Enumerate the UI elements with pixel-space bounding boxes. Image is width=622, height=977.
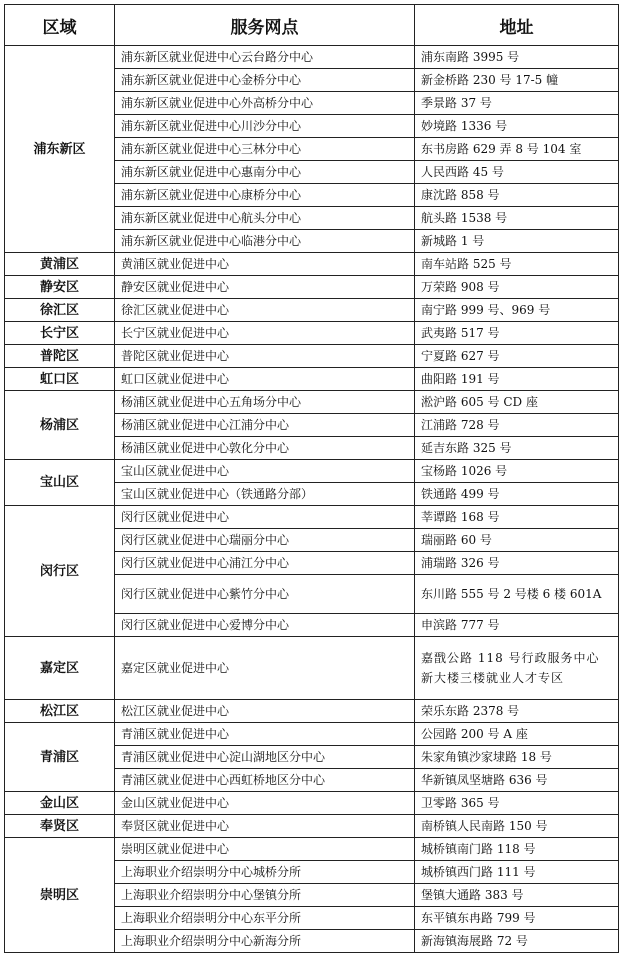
- service-site-cell: 闵行区就业促进中心: [115, 506, 415, 529]
- district-cell: 松江区: [5, 700, 115, 723]
- district-cell: 杨浦区: [5, 391, 115, 460]
- service-site-cell: 青浦区就业促进中心: [115, 723, 415, 746]
- table-row: [5, 368, 619, 391]
- address-cell: 卫零路 365 号: [415, 792, 619, 815]
- table-row: [5, 322, 619, 345]
- district-cell: 静安区: [5, 276, 115, 299]
- address-cell: 莘谭路 168 号: [415, 506, 619, 529]
- address-cell: 南桥镇人民南路 150 号: [415, 815, 619, 838]
- service-site-cell: 闵行区就业促进中心紫竹分中心: [115, 575, 415, 614]
- service-site-cell: 徐汇区就业促进中心: [115, 299, 415, 322]
- address-cell: 瑞丽路 60 号: [415, 529, 619, 552]
- table-body: [5, 46, 619, 953]
- service-site-cell: 上海职业介绍崇明分中心东平分所: [115, 907, 415, 930]
- address-cell: 季景路 37 号: [415, 92, 619, 115]
- address-cell: 东川路 555 号 2 号楼 6 楼 601A: [415, 575, 619, 614]
- header-district: 区域: [5, 5, 115, 46]
- address-cell: 朱家角镇沙家埭路 18 号: [415, 746, 619, 769]
- service-site-cell: 杨浦区就业促进中心五角场分中心: [115, 391, 415, 414]
- table-row: [5, 345, 619, 368]
- address-cell: 荣乐东路 2378 号: [415, 700, 619, 723]
- district-cell: 奉贤区: [5, 815, 115, 838]
- service-site-cell: 浦东新区就业促进中心康桥分中心: [115, 184, 415, 207]
- address-cell: 堡镇大通路 383 号: [415, 884, 619, 907]
- service-site-cell: 静安区就业促进中心: [115, 276, 415, 299]
- table-row: [5, 815, 619, 838]
- table-row: [5, 276, 619, 299]
- address-cell: 万荣路 908 号: [415, 276, 619, 299]
- service-site-cell: 松江区就业促进中心: [115, 700, 415, 723]
- district-cell: 浦东新区: [5, 46, 115, 253]
- address-cell: 曲阳路 191 号: [415, 368, 619, 391]
- address-cell: 江浦路 728 号: [415, 414, 619, 437]
- service-site-cell: 宝山区就业促进中心（铁通路分部）: [115, 483, 415, 506]
- district-cell: 虹口区: [5, 368, 115, 391]
- district-cell: 闵行区: [5, 506, 115, 637]
- address-cell: 康沈路 858 号: [415, 184, 619, 207]
- address-cell: 新城路 1 号: [415, 230, 619, 253]
- table-row: [5, 700, 619, 723]
- address-cell: 延吉东路 325 号: [415, 437, 619, 460]
- district-cell: 普陀区: [5, 345, 115, 368]
- table-row: [5, 792, 619, 815]
- service-site-cell: 浦东新区就业促进中心航头分中心: [115, 207, 415, 230]
- header-row: [5, 5, 619, 46]
- service-site-cell: 杨浦区就业促进中心江浦分中心: [115, 414, 415, 437]
- service-site-cell: 浦东新区就业促进中心惠南分中心: [115, 161, 415, 184]
- address-cell: 华新镇凤坚塘路 636 号: [415, 769, 619, 792]
- header-service-site: 服务网点: [115, 5, 415, 46]
- address-cell: 新海镇海展路 72 号: [415, 930, 619, 953]
- address-cell: 航头路 1538 号: [415, 207, 619, 230]
- district-cell: 长宁区: [5, 322, 115, 345]
- address-cell: 南宁路 999 号、969 号: [415, 299, 619, 322]
- address-cell: 南车站路 525 号: [415, 253, 619, 276]
- header-address: 地址: [415, 5, 619, 46]
- table-row: [5, 460, 619, 483]
- address-cell: 城桥镇西门路 111 号: [415, 861, 619, 884]
- service-site-cell: 浦东新区就业促进中心临港分中心: [115, 230, 415, 253]
- service-location-table: [4, 4, 619, 953]
- service-site-cell: 杨浦区就业促进中心敦化分中心: [115, 437, 415, 460]
- service-site-cell: 闵行区就业促进中心瑞丽分中心: [115, 529, 415, 552]
- table-row: [5, 299, 619, 322]
- district-cell: 徐汇区: [5, 299, 115, 322]
- service-site-cell: 上海职业介绍崇明分中心新海分所: [115, 930, 415, 953]
- service-site-cell: 闵行区就业促进中心爱博分中心: [115, 614, 415, 637]
- service-site-cell: 闵行区就业促进中心浦江分中心: [115, 552, 415, 575]
- service-site-cell: 青浦区就业促进中心淀山湖地区分中心: [115, 746, 415, 769]
- service-site-cell: 上海职业介绍崇明分中心城桥分所: [115, 861, 415, 884]
- address-cell: 新金桥路 230 号 17-5 幢: [415, 69, 619, 92]
- service-site-cell: 浦东新区就业促进中心三林分中心: [115, 138, 415, 161]
- address-cell: 公园路 200 号 A 座: [415, 723, 619, 746]
- table-row: [5, 253, 619, 276]
- service-site-cell: 浦东新区就业促进中心川沙分中心: [115, 115, 415, 138]
- table-row: [5, 723, 619, 746]
- service-site-cell: 金山区就业促进中心: [115, 792, 415, 815]
- address-cell: 宁夏路 627 号: [415, 345, 619, 368]
- table-row: [5, 838, 619, 861]
- address-cell: 浦瑞路 326 号: [415, 552, 619, 575]
- document-page: [4, 4, 618, 953]
- service-site-cell: 崇明区就业促进中心: [115, 838, 415, 861]
- table-row: [5, 46, 619, 69]
- service-site-cell: 奉贤区就业促进中心: [115, 815, 415, 838]
- service-site-cell: 嘉定区就业促进中心: [115, 637, 415, 700]
- service-site-cell: 普陀区就业促进中心: [115, 345, 415, 368]
- address-cell: 浦东南路 3995 号: [415, 46, 619, 69]
- address-cell: 东书房路 629 弄 8 号 104 室: [415, 138, 619, 161]
- table-row: [5, 391, 619, 414]
- district-cell: 青浦区: [5, 723, 115, 792]
- service-site-cell: 黄浦区就业促进中心: [115, 253, 415, 276]
- address-cell: 武夷路 517 号: [415, 322, 619, 345]
- address-cell: 妙境路 1336 号: [415, 115, 619, 138]
- service-site-cell: 长宁区就业促进中心: [115, 322, 415, 345]
- district-cell: 宝山区: [5, 460, 115, 506]
- service-site-cell: 浦东新区就业促进中心云台路分中心: [115, 46, 415, 69]
- address-cell: 铁通路 499 号: [415, 483, 619, 506]
- service-site-cell: 虹口区就业促进中心: [115, 368, 415, 391]
- service-site-cell: 宝山区就业促进中心: [115, 460, 415, 483]
- address-cell: 城桥镇南门路 118 号: [415, 838, 619, 861]
- district-cell: 嘉定区: [5, 637, 115, 700]
- district-cell: 黄浦区: [5, 253, 115, 276]
- service-site-cell: 浦东新区就业促进中心外高桥分中心: [115, 92, 415, 115]
- address-cell: 宝杨路 1026 号: [415, 460, 619, 483]
- table-row: [5, 637, 619, 700]
- address-cell: 申滨路 777 号: [415, 614, 619, 637]
- service-site-cell: 上海职业介绍崇明分中心堡镇分所: [115, 884, 415, 907]
- service-site-cell: 浦东新区就业促进中心金桥分中心: [115, 69, 415, 92]
- table-row: [5, 506, 619, 529]
- address-cell: 人民西路 45 号: [415, 161, 619, 184]
- district-cell: 金山区: [5, 792, 115, 815]
- address-cell: 淞沪路 605 号 CD 座: [415, 391, 619, 414]
- service-site-cell: 青浦区就业促进中心西虹桥地区分中心: [115, 769, 415, 792]
- address-cell: 嘉戬公路 118 号行政服务中心新大楼三楼就业人才专区: [415, 637, 619, 700]
- district-cell: 崇明区: [5, 838, 115, 953]
- address-cell: 东平镇东冉路 799 号: [415, 907, 619, 930]
